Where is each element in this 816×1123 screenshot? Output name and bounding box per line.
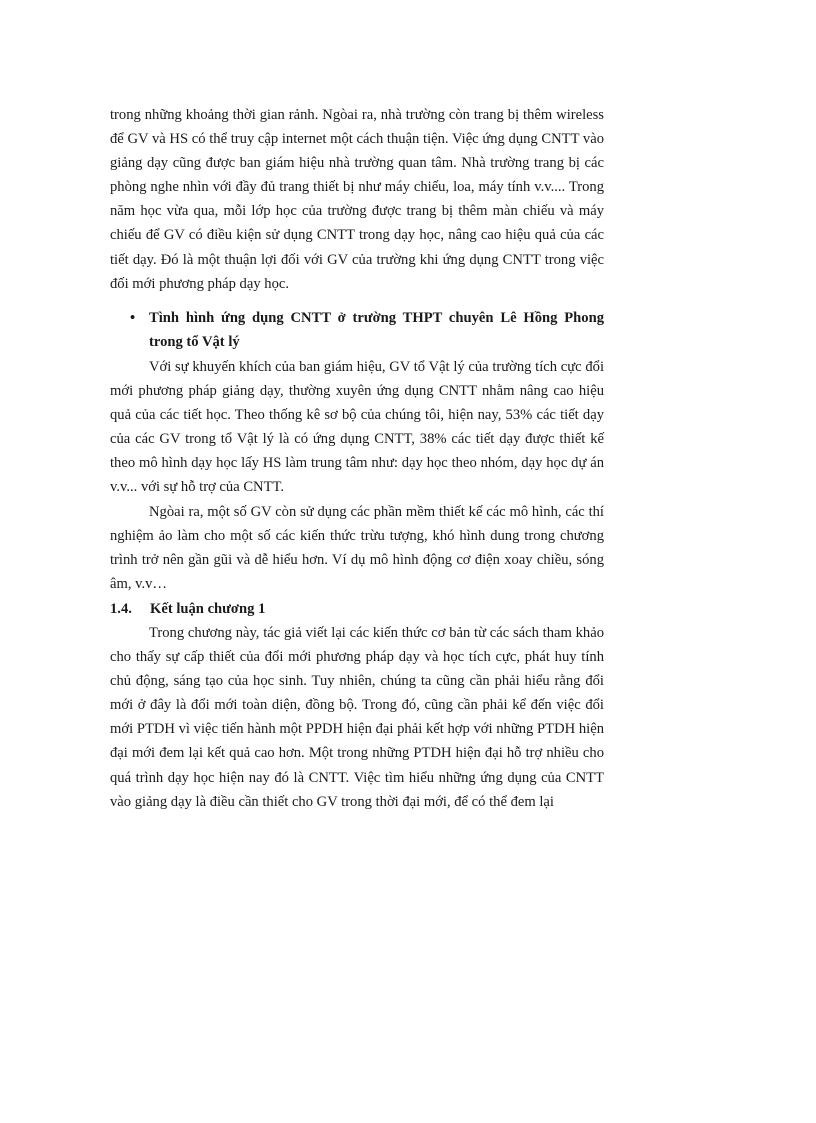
section-title: Kết luận chương 1	[150, 601, 266, 617]
paragraph-software: Ngòai ra, một số GV còn sử dụng các phần mềm thiết kế các mô hình, các thí nghiệm ảo làm cho một số các kiến thức trừu tượng, khó hình dung trong chương trình trở nên gần gũi và dễ hiểu hơn. Ví dụ mô hình động cơ điện xoay chiều, sóng âm, v.v…	[110, 504, 604, 593]
paragraph-facilities: trong những khoảng thời gian rảnh. Ngòai ra, nhà trường còn trang bị thêm wireless để GV và HS có thể truy cập internet một cách thuận tiện. Việc ứng dụng CNTT vào giảng dạy cũng được ban giám hiệu nhà trường quan tâm. Nhà trường trang bị các phòng nghe nhìn với đầy đủ trang thiết bị như máy chiếu, loa, máy tính v.v.... Trong năm học vừa qua, mỗi lớp học của trường được trang bị thêm màn chiếu và máy chiếu để GV có điều kiện sử dụng CNTT trong dạy học, nâng cao hiệu quả của các tiết dạy. Đó là một thuận lợi đối với GV của trường khi ứng dụng CNTT trong việc đối mới phương pháp dạy học.	[110, 107, 604, 292]
paragraph-physics-group: Với sự khuyến khích của ban giám hiệu, GV tổ Vật lý của trường tích cực đổi mới phương pháp giảng dạy, thường xuyên ứng dụng CNTT nhằm nâng cao hiệu quả của các tiết học. Theo thống kê sơ bộ của chúng tôi, hiện nay, 53% các tiết dạy của các GV trong tổ Vật lý là có ứng dụng CNTT, 38% các tiết dạy được thiết kế theo mô hình dạy học lấy HS làm trung tâm như: dạy học theo nhóm, dạy học dự án v.v... với sự hỗ trợ của CNTT.	[110, 359, 604, 496]
paragraph-conclusion: Trong chương này, tác giả viết lại các kiến thức cơ bản từ các sách tham khảo cho thấy sự cấp thiết của đổi mới phương pháp dạy và học tích cực, phát huy tính chủ động, sáng tạo của học sinh. Tuy nhiên, chúng ta cũng cần phải hiểu rằng đổi mới ở đây là đổi mới toàn diện, đồng bộ. Trong đó, cũng cần phải kể đến việc đổi mới PTDH vì việc tiến hành một PPDH hiện đại phải kết hợp với những PTDH hiện đại mới đem lại kết quả cao hơn. Một trong những PTDH hiện đại hỗ trợ nhiều cho quá trình dạy học hiện nay đó là CNTT. Việc tìm hiểu những ứng dụng của CNTT vào giảng dạy là điều cần thiết cho GV trong thời đại mới, để có thể đem lại	[110, 625, 604, 810]
bullet-heading	[130, 306, 604, 354]
section-heading	[110, 597, 604, 621]
bullet-symbol: •	[130, 310, 136, 326]
bullet-heading-text: Tình hình ứng dụng CNTT ở trường THPT chuyên Lê Hồng Phong trong tổ Vật lý	[149, 310, 604, 351]
section-number: 1.4.	[110, 601, 132, 617]
